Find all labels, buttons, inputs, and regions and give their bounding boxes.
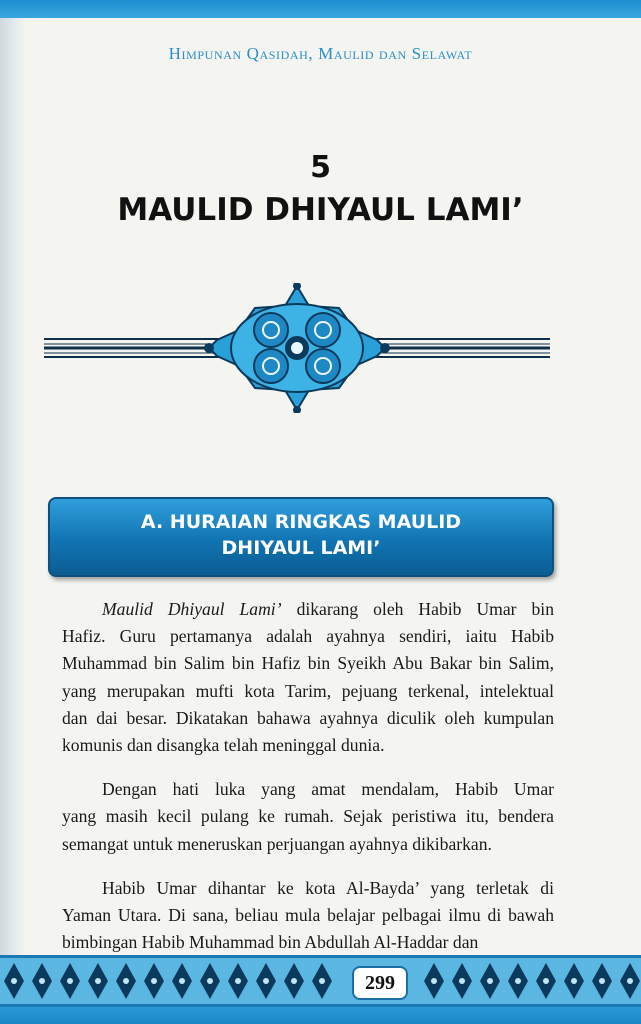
page-number: 299 [352, 966, 408, 1000]
band-dot [627, 978, 633, 984]
band-dot [39, 978, 45, 984]
paragraph [62, 875, 554, 957]
band-dot [235, 978, 241, 984]
band-dot [599, 978, 605, 984]
band-dot [263, 978, 269, 984]
band-dot [151, 978, 157, 984]
band-dot [207, 978, 213, 984]
band-dot [487, 978, 493, 984]
paragraph-line: dan dai besar. Dikatakan bahawa ayahnya diculik oleh kumpulan [62, 707, 554, 728]
band-dot [515, 978, 521, 984]
running-head: Himpunan Qasidah, Maulid dan Selawat [168, 44, 473, 63]
band-pattern [4, 963, 640, 999]
band-dot [543, 978, 549, 984]
band-dot [291, 978, 297, 984]
section-title [50, 509, 552, 561]
band-dot [123, 978, 129, 984]
paragraph [62, 596, 554, 759]
medallion-ornament [204, 283, 390, 413]
paragraph-line: yang masih kecil pulang ke rumah. Sejak peristiwa itu, bendera [62, 806, 554, 827]
section-heading-box [48, 497, 554, 577]
chapter-number: 5 [310, 150, 331, 185]
band-dot [67, 978, 73, 984]
bottom-ornament-band [0, 955, 641, 1007]
body-text [62, 596, 554, 973]
paragraph-line: Maulid Dhiyaul Lami’ dikarang oleh Habib Umar bin [102, 599, 554, 619]
paragraph-line: Habib Umar dihantar ke kota Al-Bayda’ yang terletak di [102, 877, 554, 898]
band-dot [571, 978, 577, 984]
paragraph-line: Dengan hati luka yang amat mendalam, Habib Umar [102, 779, 554, 800]
paragraph-line: semangat untuk meneruskan perjuangan ayahnya dikibarkan. [62, 833, 492, 854]
section-title-line2: DHIYAUL LAMI’ [221, 537, 381, 559]
paragraph-line: bimbingan Habib Muhammad bin Abdullah Al-Haddar dan [62, 932, 479, 953]
ornament-divider [44, 283, 550, 413]
paragraph-line: Muhammad bin Salim bin Hafiz bin Syeikh Abu Bakar bin Salim, [62, 653, 554, 674]
section-title-line1: A. HURAIAN RINGKAS MAULID [140, 511, 462, 533]
top-blue-strip [0, 0, 641, 18]
chapter-title: MAULID DHIYAUL LAMI’ [117, 192, 524, 228]
band-dot [459, 978, 465, 984]
band-dot [179, 978, 185, 984]
bottom-blue-strip [0, 1007, 641, 1024]
paragraph-line: yang merupakan mufti kota Tarim, pejuang terkenal, intelektual [62, 680, 554, 701]
band-dot [11, 978, 17, 984]
band-dot [95, 978, 101, 984]
paragraph-line: Hafiz. Guru pertamanya adalah ayahnya sendiri, iaitu Habib [62, 626, 554, 647]
band-dot [319, 978, 325, 984]
italic-title: Maulid Dhiyaul Lami’ [102, 599, 282, 619]
paragraph-line: komunis dan disangka telah meninggal dunia. [62, 735, 385, 756]
paragraph-line: Yaman Utara. Di sana, beliau mula belajar pelbagai ilmu di bawah [62, 905, 554, 926]
band-dot [431, 978, 437, 984]
paragraph [62, 776, 554, 858]
